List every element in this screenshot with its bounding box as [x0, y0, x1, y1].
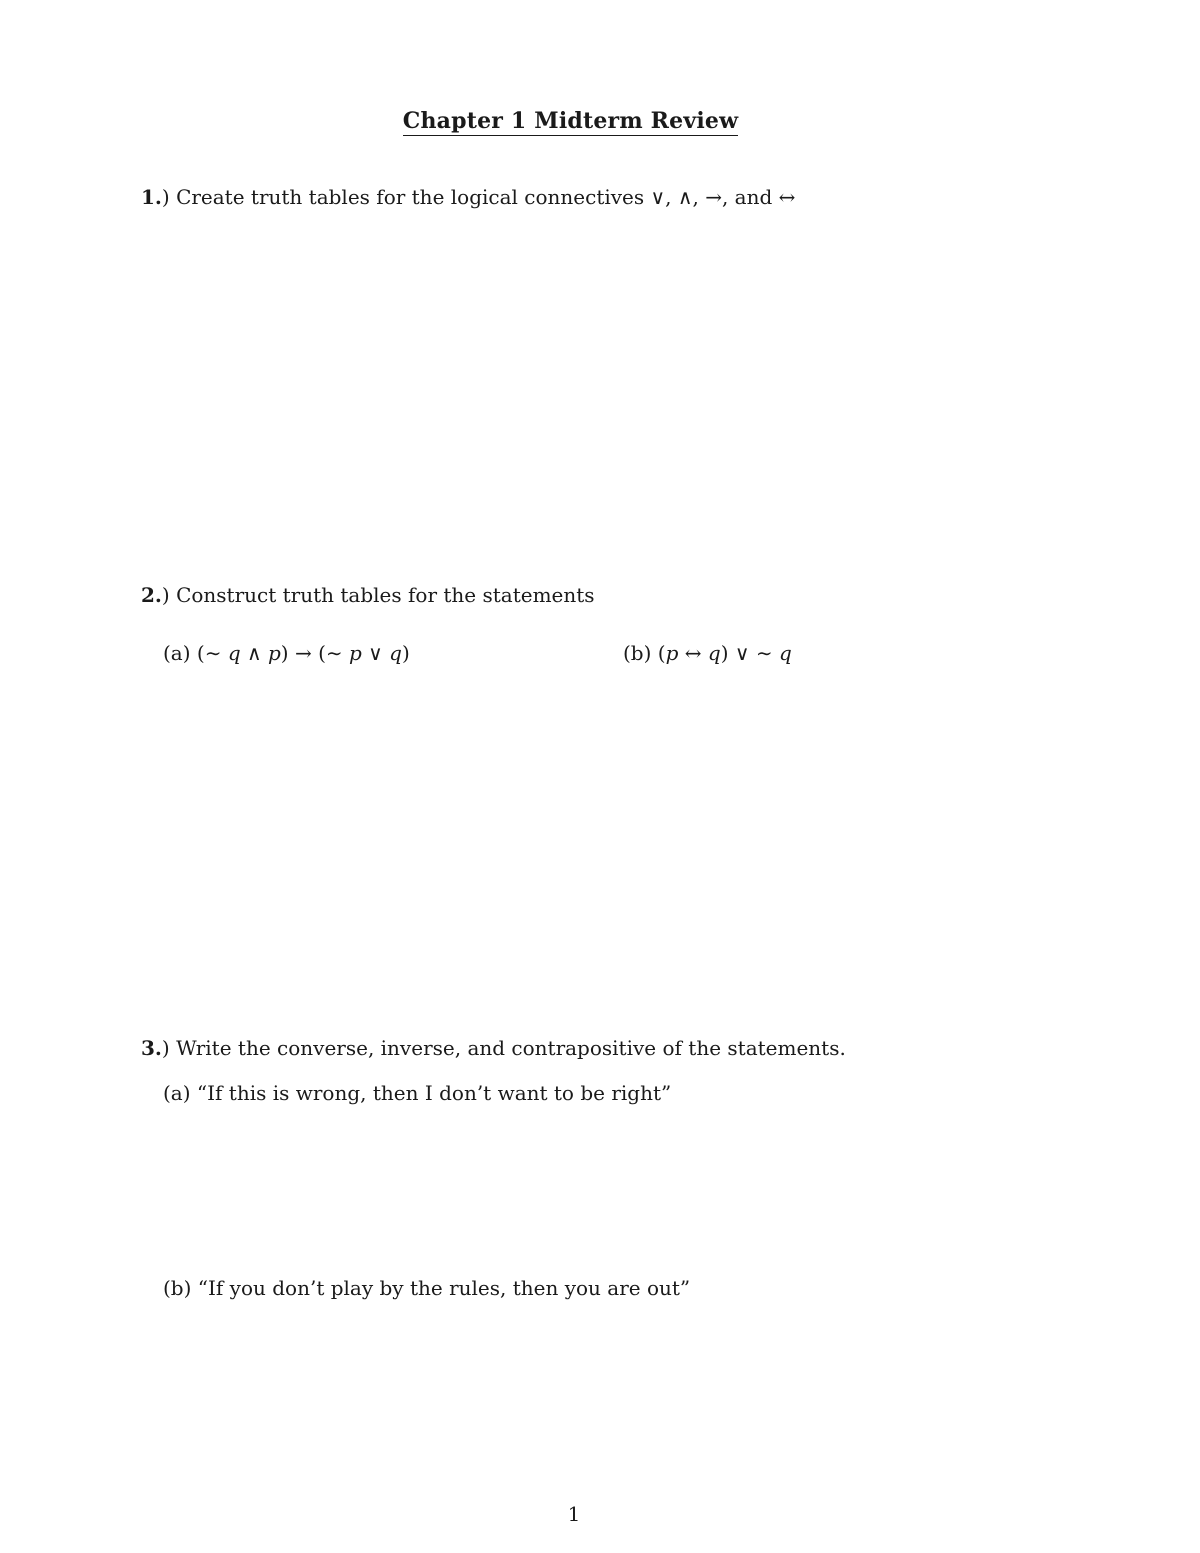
- question-3a: [163, 1080, 671, 1106]
- question-3-paren: ): [161, 1036, 170, 1060]
- question-2-paren: ): [161, 583, 170, 607]
- question-2-number: 2.: [141, 583, 162, 607]
- expr-variable: q: [778, 641, 792, 665]
- question-2b: [623, 640, 792, 666]
- question-3a-text: “If this is wrong, then I don’t want to be right”: [196, 1081, 672, 1105]
- expr-token: (∼: [196, 641, 228, 665]
- expr-variable: q: [389, 641, 402, 665]
- expr-token: (: [657, 641, 666, 665]
- question-2b-expression: [658, 641, 792, 665]
- question-3b-text: “If you don’t play by the rules, then you are out”: [197, 1276, 691, 1300]
- question-2b-label: (b): [623, 641, 652, 665]
- expr-variable: p: [267, 641, 281, 665]
- expr-token: ∨: [361, 641, 390, 665]
- expr-token: ↔: [678, 641, 708, 665]
- question-2: [141, 582, 595, 608]
- page-title: [0, 108, 1141, 134]
- question-3a-label: (a): [163, 1081, 191, 1105]
- question-3b-label: (b): [163, 1276, 192, 1300]
- expr-variable: p: [665, 641, 679, 665]
- page-title-text: Chapter 1 Midterm Review: [402, 108, 739, 134]
- question-1-text: Create truth tables for the logical connectives ∨, ∧, →, and ↔: [176, 185, 796, 209]
- question-1-paren: ): [161, 185, 170, 209]
- expr-token: ) ∨ ∼: [720, 641, 779, 665]
- question-3: [141, 1035, 846, 1061]
- question-2a-label: (a): [163, 641, 191, 665]
- question-3-number: 3.: [141, 1036, 162, 1060]
- question-3b: [163, 1275, 690, 1301]
- expr-token: ): [401, 641, 410, 665]
- expr-token: ∧: [240, 641, 268, 665]
- page-number: 1: [567, 1502, 581, 1526]
- question-3-text: Write the converse, inverse, and contrapositive of the statements.: [176, 1036, 846, 1060]
- question-1-number: 1.: [141, 185, 162, 209]
- expr-variable: q: [707, 641, 721, 665]
- expr-token: ) → (∼: [280, 641, 349, 665]
- question-2a-expression: [197, 641, 410, 665]
- question-2-text: Construct truth tables for the statements: [176, 583, 595, 607]
- question-2a: [163, 640, 410, 666]
- expr-variable: p: [349, 641, 362, 665]
- expr-variable: q: [227, 641, 241, 665]
- question-1: [141, 184, 795, 210]
